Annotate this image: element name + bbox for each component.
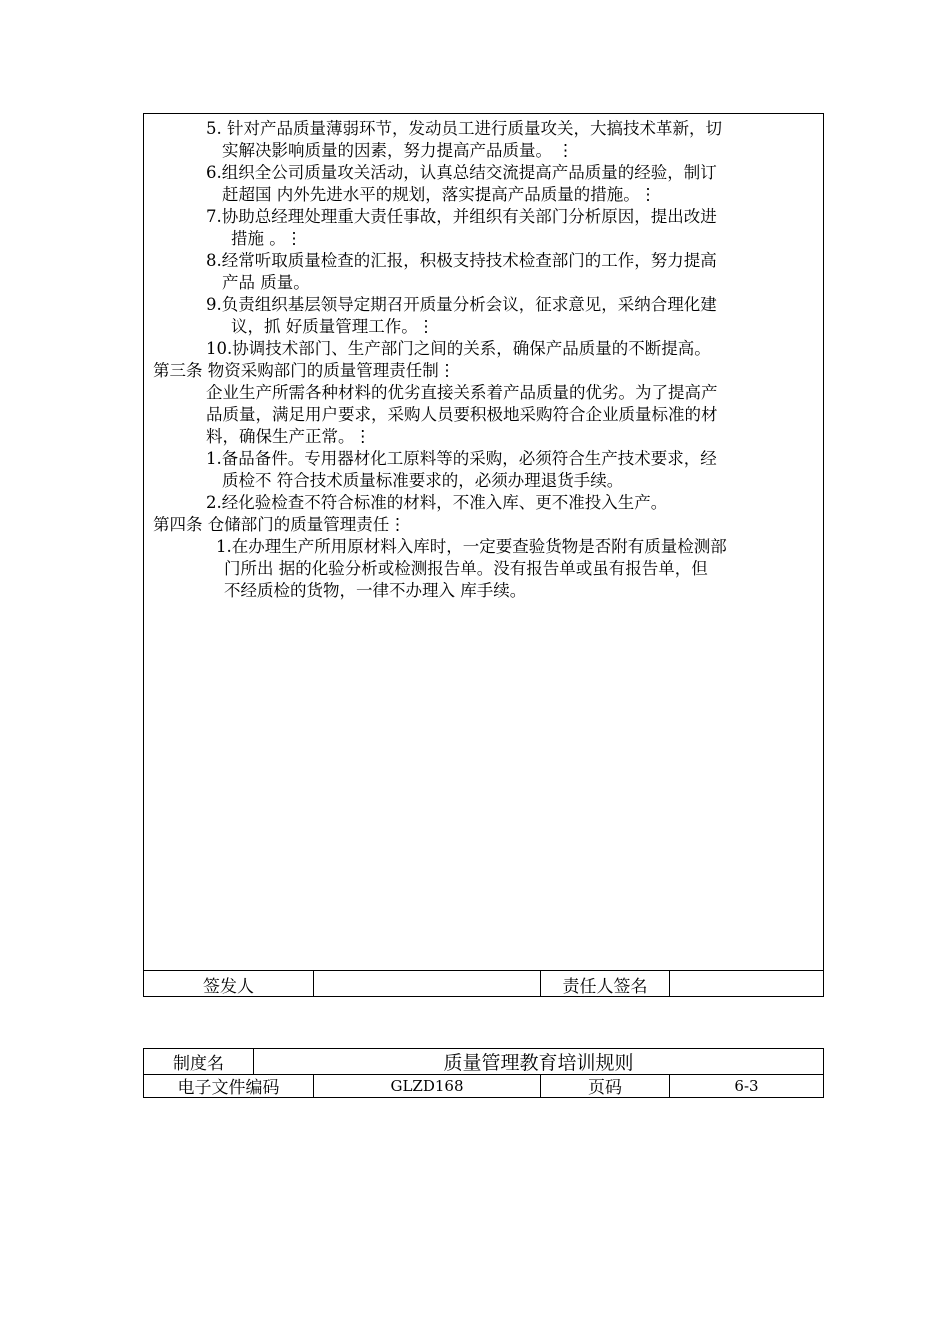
file-code-value: GLZD168 xyxy=(314,1074,541,1097)
responsible-signature-label: 责任人签名 xyxy=(541,971,670,997)
page-label: 页码 xyxy=(541,1074,670,1097)
policy-name-label: 制度名 xyxy=(144,1049,254,1074)
body-line: 企业生产所需各种材料的优劣直接关系着产品质量的优劣。为了提高产 xyxy=(206,383,718,402)
body-line: 5. 针对产品质量薄弱环节，发动员工进行质量攻关，大搞技术革新，切 xyxy=(206,119,722,138)
file-code-label: 电子文件编码 xyxy=(144,1074,314,1097)
body-line: 赶超国 内外先进水平的规划，落实提高产品质量的措施。⋮ xyxy=(222,185,657,204)
body-line: 2.经化验检查不符合标准的材料，不准入库、更不准投入生产。 xyxy=(206,493,668,512)
section-heading: 第四条 仓储部门的质量管理责任⋮ xyxy=(153,515,406,534)
body-line: 产品 质量。 xyxy=(222,273,310,292)
body-line: 实解决影响质量的因素，努力提高产品质量。 ⋮ xyxy=(222,141,574,160)
signature-row xyxy=(144,970,823,997)
document-footer-table xyxy=(143,1048,824,1098)
body-line: 9.负责组织基层领导定期召开质量分析会议，征求意见，采纳合理化建 xyxy=(206,295,717,314)
responsible-signature-field[interactable] xyxy=(670,971,823,997)
body-line: 不经质检的货物，一律不办理入 库手续。 xyxy=(224,581,527,600)
page-number: 6-3 xyxy=(734,1076,759,1095)
body-line: 门所出 据的化验分析或检测报告单。没有报告单或虽有报告单，但 xyxy=(224,559,708,578)
issuer-label: 签发人 xyxy=(144,971,314,997)
body-line: 品质量，满足用户要求，采购人员要积极地采购符合企业质量标准的材 xyxy=(206,405,718,424)
body-line: 议，抓 好质量管理工作。⋮ xyxy=(231,317,435,336)
policy-name-value: 质量管理教育培训规则 xyxy=(443,1052,634,1074)
body-line: 措施 。⋮ xyxy=(231,229,303,248)
body-line: 质检不 符合技术质量标准要求的，必须办理退货手续。 xyxy=(222,471,624,490)
body-line: 6.组织全公司质量攻关活动，认真总结交流提高产品质量的经验，制订 xyxy=(206,163,717,182)
issuer-field[interactable] xyxy=(314,971,541,997)
body-line: 10.协调技术部门、生产部门之间的关系，确保产品质量的不断提高。 xyxy=(206,339,711,358)
footer-row-name xyxy=(144,1049,823,1075)
section-heading: 第三条 物资采购部门的质量管理责任制⋮ xyxy=(153,361,456,380)
footer-row-code xyxy=(144,1074,823,1097)
document-frame xyxy=(143,113,824,997)
body-line: 1.备品备件。专用器材化工原料等的采购，必须符合生产技术要求，经 xyxy=(206,449,717,468)
body-line: 7.协助总经理处理重大责任事故，并组织有关部门分析原因，提出改进 xyxy=(206,207,717,226)
body-line: 8.经常听取质量检查的汇报，积极支持技术检查部门的工作，努力提高 xyxy=(206,251,717,270)
document-body xyxy=(144,114,823,970)
body-line: 料，确保生产正常。⋮ xyxy=(206,427,371,446)
body-line: 1.在办理生产所用原材料入库时，一定要查验货物是否附有质量检测部 xyxy=(216,537,727,556)
